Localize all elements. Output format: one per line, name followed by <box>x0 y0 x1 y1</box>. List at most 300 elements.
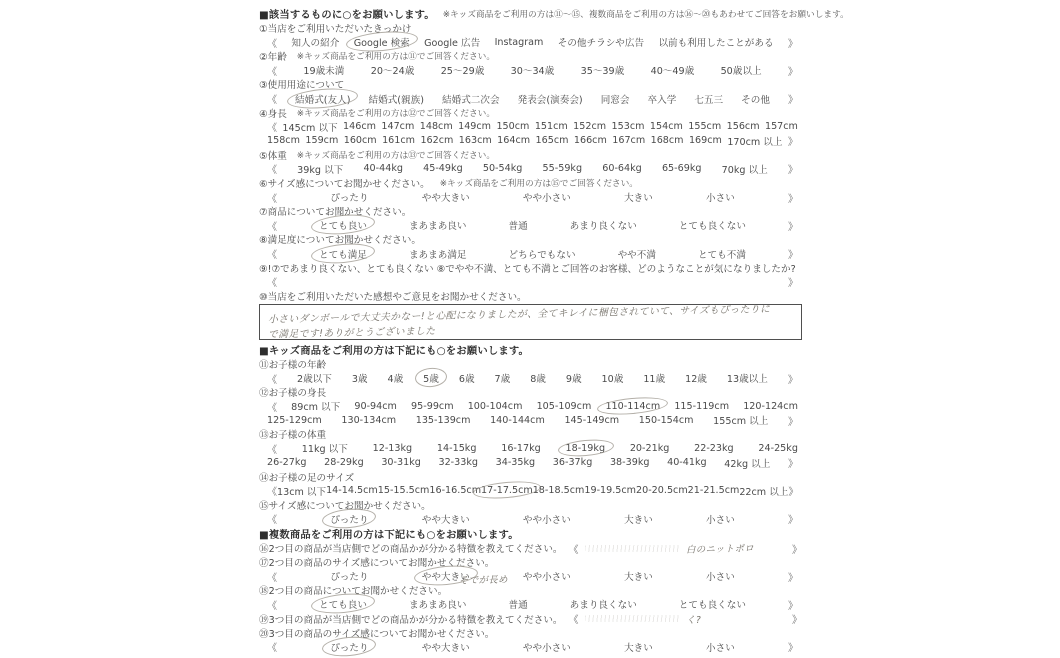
option-item <box>553 457 593 468</box>
option-item <box>267 457 307 468</box>
option-item <box>277 484 326 498</box>
option-text: 25〜29歳 <box>440 66 485 78</box>
option-item <box>496 457 536 468</box>
option-text: 151cm <box>534 121 568 133</box>
close-bracket: 》 <box>787 459 798 471</box>
options-row <box>259 275 802 289</box>
option-item <box>352 371 368 385</box>
open-bracket: 《 <box>267 643 277 655</box>
option-item <box>713 413 768 427</box>
question-label: ③使用用途について <box>259 80 345 92</box>
option-text: 七五三 <box>694 94 724 106</box>
option-item <box>535 121 568 132</box>
handwriting-line: 小さいダンボールで大丈夫かなー!と心配になりましたが、全てキレイに梱包されていて、サイズもぴったりに <box>267 303 771 326</box>
handwriting-note: く? <box>685 614 701 626</box>
option-item <box>381 121 414 132</box>
question-label: ⑰2つ目の商品のサイズ感についてお聞かせください。 <box>259 558 495 570</box>
option-item <box>437 443 477 454</box>
option-item <box>574 135 607 146</box>
option-item <box>698 247 746 261</box>
option-item <box>305 135 338 146</box>
option-item <box>509 247 576 261</box>
option-text: 160cm <box>343 135 377 147</box>
option-text: 大きい <box>624 572 653 584</box>
option-text: 14-15kg <box>436 442 477 454</box>
option-text: 100-104cm <box>467 400 523 412</box>
option-text: 38-39kg <box>609 457 650 469</box>
open-bracket: 《 <box>267 38 277 50</box>
option-item <box>694 443 734 454</box>
option-text: 55-59kg <box>542 163 583 175</box>
option-item <box>739 484 788 498</box>
option-text: 32-33kg <box>438 457 478 469</box>
option-text: 結婚式(友人) <box>295 94 351 106</box>
section <box>259 6 849 341</box>
open-bracket: 《 <box>267 444 277 456</box>
option-item <box>424 35 480 49</box>
option-item <box>324 457 364 468</box>
option-text: 26-27kg <box>267 457 307 469</box>
option-text: 2歳以下 <box>296 374 332 386</box>
question <box>259 583 802 597</box>
option-item <box>605 401 660 412</box>
option-item <box>497 135 530 146</box>
section <box>259 342 802 526</box>
section <box>259 526 802 654</box>
option-text: 163cm <box>458 135 492 147</box>
option-item <box>674 401 729 412</box>
question-label: ①当店をご利用いただいたきっかけ <box>259 24 412 36</box>
option-item <box>727 121 760 132</box>
question-label: ⑮サイズ感についてお聞かせください。 <box>259 500 431 512</box>
option-text: 8歳 <box>530 374 546 386</box>
option-text: Google 検索 <box>353 38 410 50</box>
option-item <box>409 597 467 611</box>
option-text: 50歳以上 <box>720 66 762 78</box>
option-item <box>481 485 533 496</box>
option-text: 149cm <box>458 121 492 133</box>
option-text: 11kg 以下 <box>301 444 348 456</box>
handwriting-note: 白のニットポロ <box>685 543 754 556</box>
option-text: 105-109cm <box>536 400 592 412</box>
option-item <box>490 415 545 426</box>
option-text: とても良い <box>318 221 367 233</box>
option-item <box>584 485 636 496</box>
option-text: 50-54kg <box>482 163 523 175</box>
option-text: 小さい <box>706 514 735 526</box>
open-bracket: 《 <box>267 278 277 290</box>
options-row <box>259 247 802 261</box>
option-text: 125-129cm <box>267 414 322 426</box>
option-item <box>267 415 322 426</box>
option-item <box>688 121 721 132</box>
option-text: あまり良くない <box>569 221 637 233</box>
option-item <box>438 457 478 468</box>
option-item <box>459 135 492 146</box>
option-item <box>724 456 770 470</box>
option-text: 知人の紹介 <box>291 38 340 50</box>
option-item <box>330 569 368 583</box>
option-item <box>297 371 332 385</box>
question <box>259 204 802 218</box>
option-item <box>694 92 723 106</box>
question-label: ⑳3つ目の商品のサイズ感についてお聞かせください。 <box>259 628 495 640</box>
option-text: 大きい <box>624 193 653 205</box>
options-row <box>259 134 802 148</box>
faint-erased-marks <box>585 615 680 622</box>
option-text: 158cm <box>267 135 300 147</box>
question-label: ⑧満足度についてお聞かせください。 <box>259 235 421 247</box>
option-item <box>501 443 541 454</box>
option-item <box>679 597 746 611</box>
option-text: 168cm <box>650 135 684 147</box>
option-text: 15-15.5cm <box>377 485 430 497</box>
option-item <box>727 371 768 385</box>
option-item <box>721 63 762 77</box>
options-row <box>259 456 802 470</box>
option-item <box>420 135 453 146</box>
option-text: 166cm <box>573 135 607 147</box>
option-text: 結婚式(親族) <box>368 94 424 106</box>
option-text: 65-69kg <box>661 163 702 175</box>
comment-box <box>259 304 802 340</box>
options-row <box>259 569 802 587</box>
option-text: 24-25kg <box>758 442 798 454</box>
option-item <box>566 371 582 385</box>
close-bracket: 》 <box>792 615 802 627</box>
question-label: ④身長 <box>259 108 287 120</box>
option-text: 110-114cm <box>605 400 661 412</box>
option-text: 34-35kg <box>495 457 536 469</box>
option-text: 普通 <box>508 221 528 233</box>
question <box>259 555 802 569</box>
question <box>259 106 802 120</box>
option-item <box>523 512 571 526</box>
close-bracket: 》 <box>787 95 798 107</box>
question <box>259 176 802 190</box>
survey-form <box>259 6 849 655</box>
open-bracket: 《 <box>267 600 277 612</box>
option-item <box>422 190 470 204</box>
close-bracket: 》 <box>787 250 798 262</box>
options-row <box>259 63 802 77</box>
option-text: 20-20.5cm <box>636 485 688 497</box>
option-text: 22-23kg <box>694 442 734 454</box>
options-row <box>259 35 802 49</box>
option-item <box>423 163 463 174</box>
option-item <box>573 121 606 132</box>
option-item <box>458 121 491 132</box>
option-text: 19-19.5cm <box>584 485 637 497</box>
question-note: ※キッズ商品をご利用の方は⑫でご回答ください。 <box>296 108 496 119</box>
option-item <box>758 443 798 454</box>
option-text: ぴったり <box>330 572 369 584</box>
option-text: 155cm <box>688 121 722 133</box>
option-item <box>295 92 350 106</box>
option-text: とても良くない <box>678 600 746 612</box>
option-text: 40-44kg <box>363 163 403 175</box>
option-item <box>537 401 592 412</box>
option-item <box>624 640 653 654</box>
option-text: 161cm <box>382 135 416 147</box>
option-item <box>319 218 367 232</box>
option-item <box>570 218 637 232</box>
option-item <box>302 441 348 455</box>
option-text: やや小さい <box>522 514 571 526</box>
option-text: 40-41kg <box>667 457 707 469</box>
close-bracket: 》 <box>788 487 799 499</box>
close-bracket: 》 <box>788 278 798 290</box>
option-item <box>689 135 722 146</box>
option-item <box>612 121 645 132</box>
option-item <box>651 63 695 77</box>
option-item <box>330 190 368 204</box>
option-text: 70kg 以上 <box>721 164 768 176</box>
section-heading-note: ※キッズ商品をご利用の方は⑪〜⑮、複数商品をご利用の方は⑯〜⑳もあわせてご回答をお願いします。 <box>442 9 849 20</box>
question-label: ⑫お子様の身長 <box>259 388 327 400</box>
section-heading-row <box>259 6 849 21</box>
option-item <box>303 63 344 77</box>
option-text: 89cm 以下 <box>291 402 341 414</box>
question <box>259 289 802 303</box>
question-label: ⑨!⑦であまり良くない、とても良くない ⑧でやや不満、とても不満とご回答のお客様、どのようなことが気になりましたか? <box>259 263 796 275</box>
question-label: ⑭お子様の足のサイズ <box>259 472 355 484</box>
option-item <box>508 218 527 232</box>
question-label: ⑤体重 <box>259 150 287 162</box>
question <box>259 541 802 555</box>
option-item <box>662 163 702 174</box>
question <box>259 470 802 484</box>
open-bracket: 《 <box>267 487 277 499</box>
option-item <box>650 121 683 132</box>
option-text: 145-149cm <box>564 414 620 426</box>
option-item <box>581 63 625 77</box>
close-bracket: 》 <box>787 374 798 386</box>
option-item <box>523 569 571 583</box>
option-item <box>570 597 637 611</box>
question-label: ⑪お子様の年齢 <box>259 359 327 371</box>
option-item <box>706 569 735 583</box>
option-text: 95-99cm <box>411 400 454 412</box>
question-label: ②年齢 <box>259 52 287 64</box>
question <box>259 77 802 91</box>
option-text: 147cm <box>381 121 415 133</box>
question-label: ⑩当店をご利用いただいた感想やご意見をお聞かせください。 <box>259 291 527 303</box>
option-item <box>483 163 523 174</box>
option-text: 162cm <box>420 135 454 147</box>
question-label: ⑯2つ目の商品が当店側でどの商品かが分かる特徴を教えてください。 <box>259 544 563 556</box>
question <box>259 232 802 246</box>
options-row <box>259 91 802 105</box>
option-item <box>643 371 665 385</box>
question <box>259 49 802 63</box>
open-bracket: 《 <box>267 572 277 584</box>
option-item <box>416 415 471 426</box>
option-text: 3歳 <box>351 374 368 386</box>
option-text: 小さい <box>706 572 735 584</box>
options-row <box>259 399 802 413</box>
option-item <box>282 120 337 134</box>
option-text: やや小さい <box>522 642 571 654</box>
option-item <box>326 485 378 496</box>
section-heading: ■キッズ商品をご利用の方は下記にも○をお願いします。 <box>259 344 530 357</box>
open-bracket: 《 <box>267 66 277 78</box>
option-text: 152cm <box>573 121 607 133</box>
option-item <box>566 443 606 454</box>
close-bracket: 》 <box>788 193 798 205</box>
option-text: 115-119cm <box>674 400 730 412</box>
option-text: 159cm <box>305 135 339 147</box>
option-text: 小さい <box>706 193 735 205</box>
option-text: 14-14.5cm <box>326 485 378 497</box>
option-text: 150cm <box>496 121 530 133</box>
option-text: 140-144cm <box>490 414 545 426</box>
options-row <box>259 120 802 134</box>
option-item <box>363 163 403 174</box>
options-row <box>259 190 802 204</box>
option-item <box>354 35 410 49</box>
option-text: まあまあ良い <box>408 600 467 612</box>
option-text: どちらでもない <box>508 249 576 261</box>
option-text: 153cm <box>611 121 645 133</box>
option-text: 17-17.5cm <box>481 485 533 497</box>
close-bracket: 》 <box>788 515 798 527</box>
option-item <box>420 121 453 132</box>
option-text: 60-64kg <box>602 163 642 175</box>
option-text: 36-37kg <box>552 457 593 469</box>
close-bracket: 》 <box>787 66 798 78</box>
question-note: ※キッズ商品をご利用の方は⑬でご回答ください。 <box>296 150 496 161</box>
option-text: やや不満 <box>617 249 656 261</box>
option-text: 6歳 <box>458 374 475 386</box>
option-text: 5歳 <box>423 374 439 386</box>
option-text: 167cm <box>612 135 646 147</box>
option-item <box>624 512 653 526</box>
open-bracket: 《 <box>267 95 277 107</box>
option-text: 大きい <box>624 642 653 654</box>
option-item <box>648 92 677 106</box>
question <box>259 498 802 512</box>
section-heading: ■該当するものに○をお願いします。 <box>259 9 435 21</box>
section-heading-row <box>259 342 802 357</box>
option-item <box>344 135 377 146</box>
question-note: ※キッズ商品をご利用の方は⑪でご回答ください。 <box>296 52 496 63</box>
option-item <box>743 401 798 412</box>
option-text: まあまあ良い <box>408 221 467 233</box>
option-item <box>441 63 485 77</box>
open-bracket: 《 <box>267 123 277 135</box>
option-item <box>423 371 439 385</box>
option-text: 小さい <box>706 642 735 654</box>
option-text: Google 広告 <box>424 38 481 50</box>
close-bracket: 》 <box>788 643 798 655</box>
options-row <box>259 371 802 385</box>
option-text: 19歳未満 <box>303 66 345 78</box>
option-text: 20-21kg <box>629 442 670 454</box>
option-item <box>639 415 694 426</box>
option-text: 9歳 <box>565 374 582 386</box>
option-item <box>422 640 470 654</box>
option-item <box>536 135 569 146</box>
option-text: 148cm <box>419 121 453 133</box>
option-item <box>373 443 413 454</box>
option-text: とても不満 <box>697 249 746 261</box>
option-text: 16-16.5cm <box>429 485 482 497</box>
option-item <box>330 640 368 654</box>
option-item <box>523 190 571 204</box>
option-item <box>518 92 583 106</box>
option-text: 12-13kg <box>372 442 413 454</box>
options-row <box>259 441 802 455</box>
option-item <box>706 512 735 526</box>
option-item <box>319 247 367 261</box>
question <box>259 357 802 371</box>
options-row <box>259 484 802 498</box>
option-text: 155cm 以上 <box>713 416 769 428</box>
option-text: 10歳 <box>601 374 624 386</box>
option-item <box>411 401 454 412</box>
option-item <box>422 512 470 526</box>
option-text: やや大きい <box>421 572 470 584</box>
option-item <box>612 135 645 146</box>
option-item <box>378 485 430 496</box>
option-text: 13cm 以下 <box>277 486 327 498</box>
option-item <box>706 640 735 654</box>
question-note: ※キッズ商品をご利用の方は⑮でご回答ください。 <box>439 179 638 190</box>
option-item <box>602 371 624 385</box>
option-item <box>442 92 500 106</box>
option-text: やや大きい <box>421 642 470 654</box>
option-item <box>388 371 404 385</box>
option-text: 普通 <box>508 600 528 612</box>
option-item <box>429 485 481 496</box>
option-item <box>409 247 467 261</box>
close-bracket: 》 <box>787 38 798 50</box>
option-text: とても良い <box>318 600 367 612</box>
option-text: やや小さい <box>522 572 571 584</box>
option-text: 150-154cm <box>638 414 694 426</box>
option-text: あまり良くない <box>569 600 637 612</box>
options-row <box>259 640 802 654</box>
question-label: ⑱2つ目の商品についてお聞かせください。 <box>259 586 448 598</box>
option-item <box>297 162 343 176</box>
option-text: 結婚式二次会 <box>442 94 500 106</box>
option-text: 135-139cm <box>415 414 471 426</box>
option-item <box>685 371 707 385</box>
handwriting-note: そでが長め <box>459 574 509 587</box>
option-item <box>679 218 746 232</box>
question <box>259 626 802 640</box>
option-item <box>601 92 630 106</box>
option-item <box>341 415 396 426</box>
close-bracket: 》 <box>787 221 798 233</box>
option-text: とても良くない <box>678 221 746 233</box>
open-bracket: 《 <box>267 515 277 527</box>
option-text: 卒入学 <box>647 94 677 106</box>
options-row <box>259 512 802 526</box>
question-label: ⑬お子様の体重 <box>259 430 327 442</box>
open-bracket: 《 <box>568 544 579 556</box>
option-text: 146cm <box>343 121 376 133</box>
option-item <box>343 121 376 132</box>
option-text: 42kg 以上 <box>724 458 771 470</box>
option-text: 157cm <box>764 121 798 133</box>
option-item <box>558 35 644 49</box>
option-text: まあまあ満足 <box>408 249 467 261</box>
option-text: 30-31kg <box>381 457 421 469</box>
option-item <box>508 597 527 611</box>
option-text: 同窓会 <box>600 94 630 106</box>
